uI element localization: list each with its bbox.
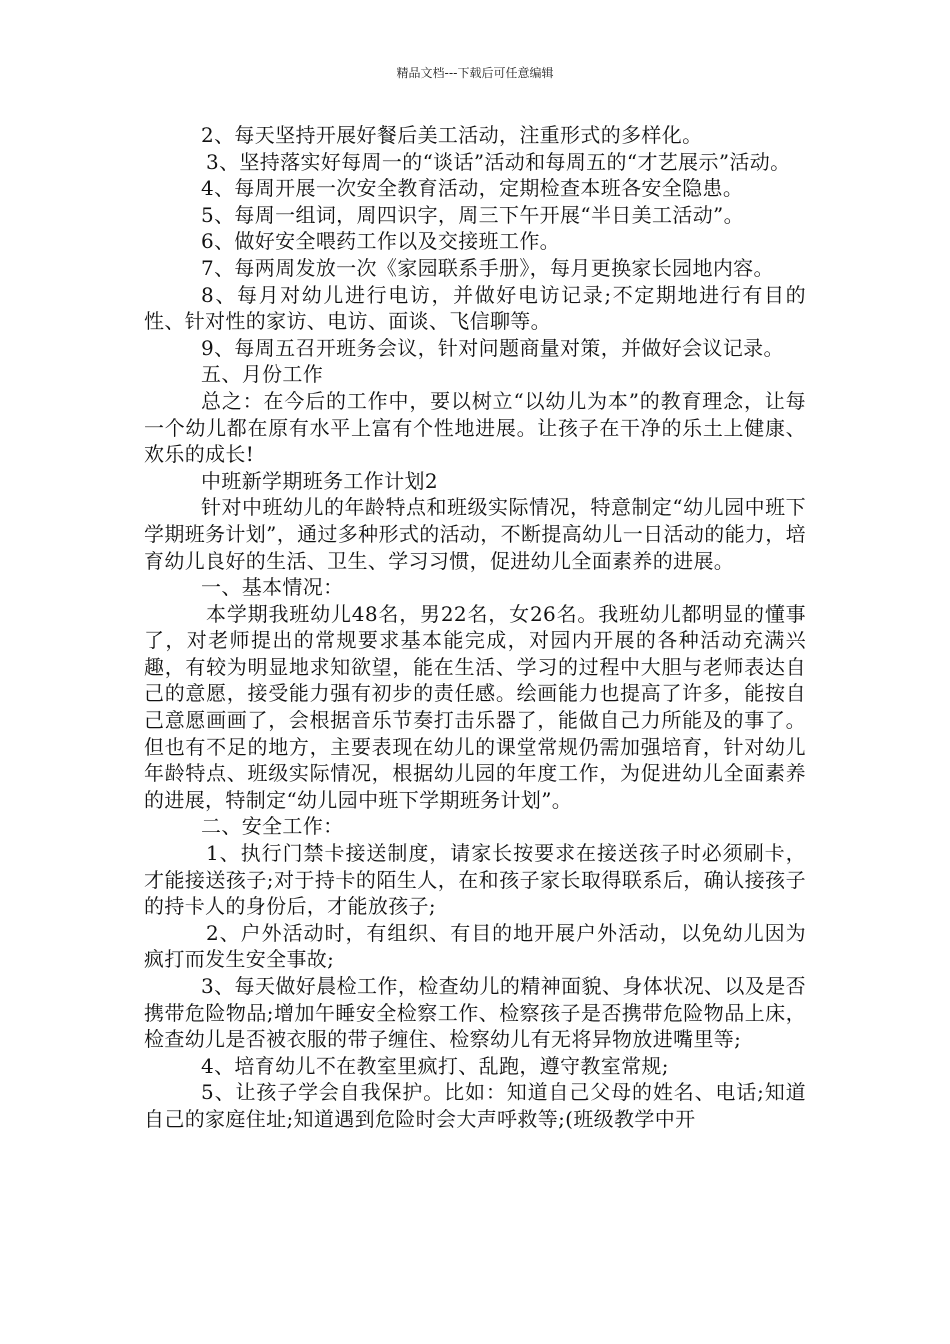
paragraph: 1、执行门禁卡接送制度，请家长按要求在接送孩子时必须刷卡，才能接送孩子;对于持卡的陌生人，在和孩子家长取得联系后，确认接孩子的持卡人的身份后，才能放孩子;: [144, 841, 806, 919]
paragraph: 8、每月对幼儿进行电访，并做好电访记录;不定期地进行有目的性、针对性的家访、电访、面谈、飞信聊等。: [144, 282, 806, 334]
paragraph: 2、每天坚持开展好餐后美工活动，注重形式的多样化。: [201, 123, 703, 147]
section-heading: 二、安全工作：: [201, 814, 344, 839]
section-heading: 五、月份工作: [201, 362, 324, 387]
document-body: [144, 122, 806, 1133]
paragraph: 9、每周五召开班务会议，针对问题商量对策，并做好会议记录。: [201, 335, 784, 360]
document-title: 中班新学期班务工作计划2: [201, 468, 438, 493]
paragraph: 2、户外活动时，有组织、有目的地开展户外活动，以免幼儿因为疯打而发生安全事故;: [144, 920, 806, 972]
paragraph: 4、培育幼儿不在教室里疯打、乱跑，遵守教室常规;: [201, 1053, 669, 1078]
section-heading: 一、基本情况：: [201, 575, 344, 600]
paragraph: 4、每周开展一次安全教育活动，定期检查本班各安全隐患。: [201, 176, 744, 201]
page-header-watermark: 精品文档---下载后可任意编辑: [396, 66, 554, 80]
paragraph: 本学期我班幼儿48名，男22名，女26名。我班幼儿都明显的懂事了，对老师提出的常规要求基本能完成，对园内开展的各种活动充满兴趣，有较为明显地求知欲望，能在生活、学习的过程中大胆与老师表达自己的意愿，接受能力强有初步的责任感。绘画能力也提高了许多，能按自己意愿画画了，会根据音乐节奏打击乐器了，能做自己力所能及的事了。但也有不足的地方，主要表现在幼儿的课堂常规仍需加强培育，针对幼儿年龄特点、班级实际情况，根据幼儿园的年度工作，为促进幼儿全面素养的进展，特制定“幼儿园中班下学期班务计划”。: [144, 601, 806, 812]
paragraph: 6、做好安全喂药工作以及交接班工作。: [201, 229, 561, 254]
paragraph: 3、每天做好晨检工作，检查幼儿的精神面貌、身体状况、以及是否携带危险物品;增加午睡安全检察工作、检察孩子是否携带危险物品上床，检查幼儿是否被衣服的带子缠住、检察幼儿有无将异物放进嘴里等;: [144, 974, 806, 1052]
paragraph: 总之：在今后的工作中，要以树立“以幼儿为本”的教育理念，让每一个幼儿都在原有水平上富有个性地进展。让孩子在干净的乐土上健康、欢乐的成长!: [144, 388, 806, 467]
paragraph: 3、坚持落实好每周一的“谈话”活动和每周五的“才艺展示”活动。: [206, 149, 791, 174]
paragraph: 5、让孩子学会自我保护。比如：知道自己父母的姓名、电话;知道自己的家庭住址;知道遇到危险时会大声呼救等;(班级教学中开: [144, 1080, 806, 1131]
paragraph: 7、每两周发放一次《家园联系手册》，每月更换家长园地内容。: [201, 255, 774, 280]
paragraph: 5、每周一组词，周四识字，周三下午开展“半日美工活动”。: [201, 202, 744, 227]
paragraph: 针对中班幼儿的年龄特点和班级实际情况，特意制定“幼儿园中班下学期班务计划”，通过多种形式的活动，不断提高幼儿一日活动的能力，培育幼儿良好的生活、卫生、学习习惯，促进幼儿全面素养的进展。: [144, 495, 806, 573]
